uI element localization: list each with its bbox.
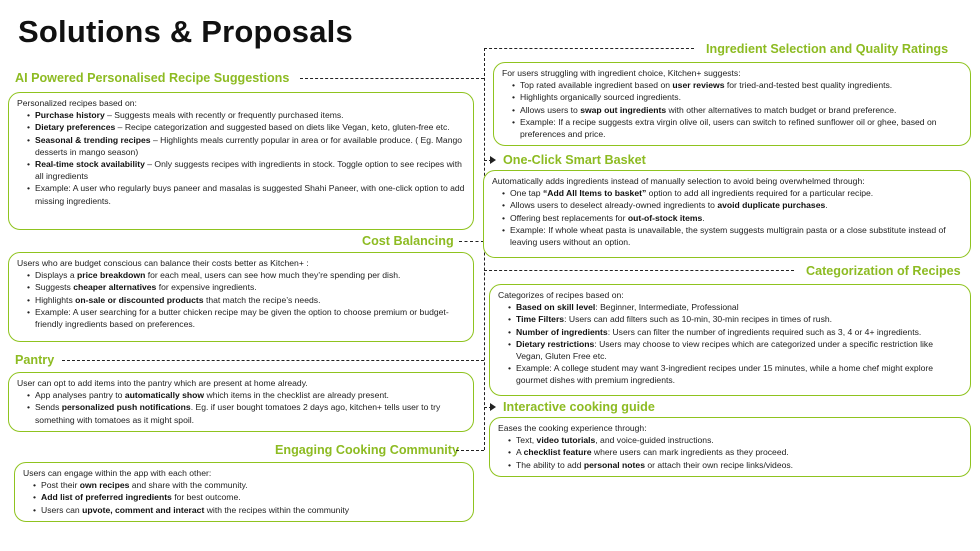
list-item: • Example: A user searching for a butter chicken recipe may be given the option to choose premium or budget-friendly ingredients based on preferences. (27, 306, 465, 330)
cooking-guide-card (489, 417, 971, 477)
list-item: • Post their own recipes and share with the community. (33, 479, 465, 491)
list-item: • Dietary restrictions: Users may choose to view recipes which are categorized under a specific restriction like Vegan, Gluten Free etc. (508, 338, 962, 362)
smart-basket-intro: Automatically adds ingredients instead of manually selection to avoid being overwhelmed through: (492, 176, 865, 186)
ai-suggestions-heading: AI Powered Personalised Recipe Suggestions (15, 71, 290, 85)
list-item: • Highlights organically sourced ingredients. (512, 91, 962, 103)
list-item: • Top rated available ingredient based on user reviews for tried-and-tested best quality ingredients. (512, 79, 962, 91)
list-item: • Number of ingredients: Users can filter the number of ingredients required such as 3, 4 or 4+ ingredients. (508, 326, 962, 338)
categorization-intro: Categorizes of recipes based on: (498, 290, 624, 300)
cost-balancing-heading: Cost Balancing (362, 234, 454, 248)
connector-line (484, 270, 794, 271)
ingredient-quality-card (493, 62, 971, 146)
connector-line (300, 78, 484, 79)
list-item: • Time Filters: Users can add filters such as 10-min, 30-min recipes in times of rush. (508, 313, 962, 325)
ai-suggestions-intro: Personalized recipes based on: (17, 98, 137, 108)
list-item: • Based on skill level: Beginner, Intermediate, Professional (508, 301, 962, 313)
connector-line (459, 241, 484, 242)
list-item: • The ability to add personal notes or attach their own recipe links/videos. (508, 459, 962, 471)
list-item: • Text, video tutorials, and voice-guided instructions. (508, 434, 962, 446)
list-item: • Example: A college student may want 3-ingredient recipes under 15 minutes, while a home chef might explore gourmet dishes with premium ingredients. (508, 362, 962, 386)
smart-basket-card (483, 170, 971, 258)
list-item: • Example: If whole wheat pasta is unavailable, the system suggests multigrain pasta or a close substitute instead of leaving users without an option. (502, 224, 962, 248)
connector-line (484, 160, 492, 161)
ingredient-quality-intro: For users struggling with ingredient choice, Kitchen+ suggests: (502, 68, 741, 78)
pantry-card (8, 372, 474, 432)
list-item: • Users can upvote, comment and interact with the recipes within the community (33, 504, 465, 516)
list-item: • Dietary preferences – Recipe categorization and suggested based on diets like Vegan, keto, gluten-free etc. (27, 121, 465, 133)
smart-basket-heading: One-Click Smart Basket (503, 153, 646, 167)
list-item: • One tap “Add All Items to basket” option to add all ingredients required for a particular recipe. (502, 187, 962, 199)
list-item: • Highlights on-sale or discounted products that match the recipe’s needs. (27, 294, 465, 306)
categorization-card (489, 284, 971, 396)
connector-line (484, 48, 694, 49)
list-item: • Offering best replacements for out-of-stock items. (502, 212, 962, 224)
cost-balancing-card (8, 252, 474, 342)
list-item: • Example: If a recipe suggests extra virgin olive oil, users can switch to refined sunflower oil or ghee, based on preferences and price. (512, 116, 962, 140)
connector-line (62, 360, 484, 361)
list-item: • Add list of preferred ingredients for best outcome. (33, 491, 465, 503)
cooking-guide-heading: Interactive cooking guide (503, 400, 655, 414)
list-item: • Displays a price breakdown for each meal, users can see how much they’re spending per dish. (27, 269, 465, 281)
categorization-heading: Categorization of Recipes (806, 264, 961, 278)
community-heading: Engaging Cooking Community (275, 443, 459, 457)
list-item: • Seasonal & trending recipes – Highlights meals currently popular in area or for available produce. ( Eg. Mango desserts in mango season) (27, 134, 465, 158)
pantry-heading: Pantry (15, 353, 55, 367)
ai-suggestions-card (8, 92, 474, 230)
list-item: • Suggests cheaper alternatives for expensive ingredients. (27, 281, 465, 293)
connector-line (456, 450, 484, 451)
page-title: Solutions & Proposals (18, 14, 353, 49)
list-item: • Allows users to deselect already-owned ingredients to avoid duplicate purchases. (502, 199, 962, 211)
list-item: • A checklist feature where users can mark ingredients as they proceed. (508, 446, 962, 458)
community-intro: Users can engage within the app with each other: (23, 468, 212, 478)
list-item: • Sends personalized push notifications. Eg. if user bought tomatoes 2 days ago, kitchen+ tells user to try something with tomatoes as it might spoil. (27, 401, 465, 425)
pantry-intro: User can opt to add items into the pantry which are present at home already. (17, 378, 308, 388)
cooking-guide-intro: Eases the cooking experience through: (498, 423, 647, 433)
list-item: • Real-time stock availability – Only suggests recipes with ingredients in stock. Toggle option to see recipes with all ingredients (27, 158, 465, 182)
ingredient-quality-heading: Ingredient Selection and Quality Ratings (706, 42, 949, 56)
list-item: • Example: A user who regularly buys paneer and masalas is suggested Shahi Paneer, with one-click option to add missing ingredients. (27, 182, 465, 206)
list-item: • Allows users to swap out ingredients with other alternatives to match budget or brand preference. (512, 104, 962, 116)
community-card (14, 462, 474, 522)
list-item: • App analyses pantry to automatically show which items in the checklist are already present. (27, 389, 465, 401)
list-item: • Purchase history – Suggests meals with recently or frequently purchased items. (27, 109, 465, 121)
cost-balancing-intro: Users who are budget conscious can balance their costs better as Kitchen+ : (17, 258, 309, 268)
connector-line (484, 407, 492, 408)
